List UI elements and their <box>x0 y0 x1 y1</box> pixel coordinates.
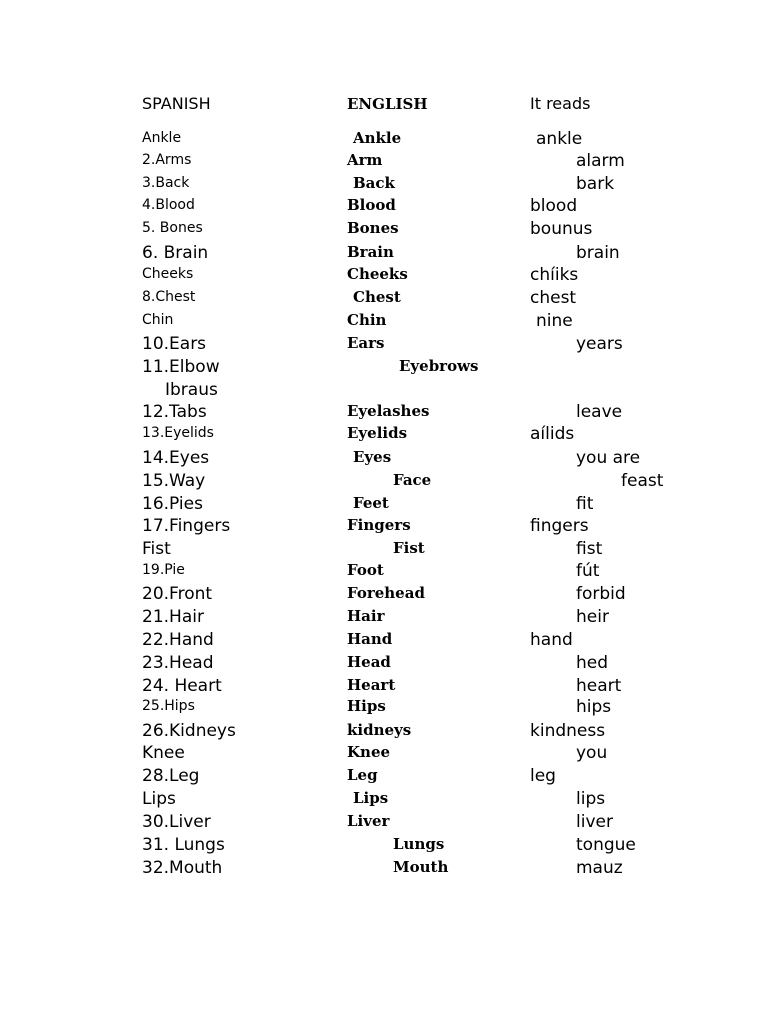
spanish-word: 16.Pies <box>142 494 203 514</box>
pronunciation: blood <box>530 196 578 216</box>
pronunciation: fit <box>576 494 594 514</box>
header-it-reads: It reads <box>530 94 591 113</box>
spanish-word: 13.Eyelids <box>142 425 214 441</box>
spanish-word: 14.Eyes <box>142 448 210 468</box>
english-word: Brain <box>347 243 394 261</box>
spanish-word: 24. Heart <box>142 676 222 696</box>
pronunciation: chíiks <box>530 265 579 285</box>
english-word: Ears <box>347 334 385 352</box>
pronunciation: nine <box>536 311 573 331</box>
pronunciation: ankle <box>536 129 583 149</box>
pronunciation: heir <box>576 607 609 627</box>
spanish-word: Chin <box>142 312 174 328</box>
spanish-word: 15.Way <box>142 471 206 491</box>
english-word: Eyelashes <box>347 402 430 420</box>
english-word: Hips <box>347 697 386 715</box>
pronunciation: feast <box>621 471 664 491</box>
english-word: Lips <box>353 789 389 807</box>
english-word: Eyelids <box>347 424 408 442</box>
pronunciation: mauz <box>576 858 623 878</box>
spanish-word: 10.Ears <box>142 334 207 354</box>
spanish-word: 32.Mouth <box>142 858 223 878</box>
english-word: Arm <box>347 151 383 169</box>
header-english: ENGLISH <box>347 95 428 113</box>
spanish-word: 8.Chest <box>142 289 196 305</box>
pronunciation: lips <box>576 789 606 809</box>
english-word: Forehead <box>347 584 425 602</box>
spanish-word: 21.Hair <box>142 607 204 627</box>
pronunciation: bark <box>576 174 615 194</box>
english-word: Mouth <box>393 858 449 876</box>
pronunciation: fút <box>576 561 600 581</box>
pronunciation: tongue <box>576 835 636 855</box>
english-word: Heart <box>347 676 396 694</box>
pronunciation: hand <box>530 630 573 650</box>
pronunciation: leave <box>576 402 623 422</box>
english-word: Eyebrows <box>399 357 479 375</box>
english-word: Eyes <box>353 448 392 466</box>
english-word: Ankle <box>353 129 402 147</box>
english-word: Chin <box>347 311 387 329</box>
english-word: Knee <box>347 743 391 761</box>
spanish-word: 25.Hips <box>142 698 195 714</box>
english-word: Face <box>393 471 432 489</box>
spanish-word: 17.Fingers <box>142 516 231 536</box>
pronunciation: leg <box>530 766 556 786</box>
pronunciation: aílids <box>530 424 575 444</box>
pronunciation: brain <box>576 243 620 263</box>
spanish-word: 31. Lungs <box>142 835 225 855</box>
spanish-word: 11.Elbow <box>142 357 220 377</box>
spanish-word: 4.Blood <box>142 197 195 213</box>
spanish-word: 3.Back <box>142 175 190 191</box>
spanish-word: 2.Arms <box>142 152 192 168</box>
pronunciation: years <box>576 334 623 354</box>
spanish-word: 6. Brain <box>142 243 209 263</box>
spanish-word: 22.Hand <box>142 630 214 650</box>
english-word: Hand <box>347 630 393 648</box>
pronunciation: kindness <box>530 721 606 741</box>
spanish-word: 12.Tabs <box>142 402 207 422</box>
spanish-word: Knee <box>142 743 185 763</box>
spanish-word: Lips <box>142 789 176 809</box>
pronunciation: alarm <box>576 151 625 171</box>
english-word: Fingers <box>347 516 411 534</box>
spanish-word: Ibraus <box>165 380 218 400</box>
pronunciation: heart <box>576 676 622 696</box>
english-word: Liver <box>347 812 390 830</box>
english-word: Lungs <box>393 835 445 853</box>
spanish-word: 5. Bones <box>142 220 203 236</box>
spanish-word: 30.Liver <box>142 812 211 832</box>
english-word: Blood <box>347 196 396 214</box>
english-word: Cheeks <box>347 265 408 283</box>
spanish-word: 19.Pie <box>142 562 185 578</box>
header-spanish: SPANISH <box>142 94 211 113</box>
english-word: kidneys <box>347 721 412 739</box>
english-word: Foot <box>347 561 384 579</box>
pronunciation: bounus <box>530 219 593 239</box>
spanish-word: 26.Kidneys <box>142 721 236 741</box>
spanish-word: 23.Head <box>142 653 214 673</box>
english-word: Head <box>347 653 391 671</box>
pronunciation: forbid <box>576 584 626 604</box>
english-word: Leg <box>347 766 378 784</box>
spanish-word: Ankle <box>142 130 182 146</box>
spanish-word: 20.Front <box>142 584 213 604</box>
english-word: Bones <box>347 219 399 237</box>
english-word: Feet <box>353 494 389 512</box>
pronunciation: fingers <box>530 516 589 536</box>
spanish-word: Cheeks <box>142 266 194 282</box>
spanish-word: Fist <box>142 539 171 559</box>
english-word: Fist <box>393 539 425 557</box>
pronunciation: liver <box>576 812 613 832</box>
english-word: Hair <box>347 607 385 625</box>
spanish-word: 28.Leg <box>142 766 200 786</box>
pronunciation: hed <box>576 653 609 673</box>
pronunciation: chest <box>530 288 577 308</box>
pronunciation: you are <box>576 448 641 468</box>
english-word: Chest <box>353 288 401 306</box>
pronunciation: fist <box>576 539 603 559</box>
pronunciation: hips <box>576 697 612 717</box>
pronunciation: you <box>576 743 608 763</box>
english-word: Back <box>353 174 395 192</box>
